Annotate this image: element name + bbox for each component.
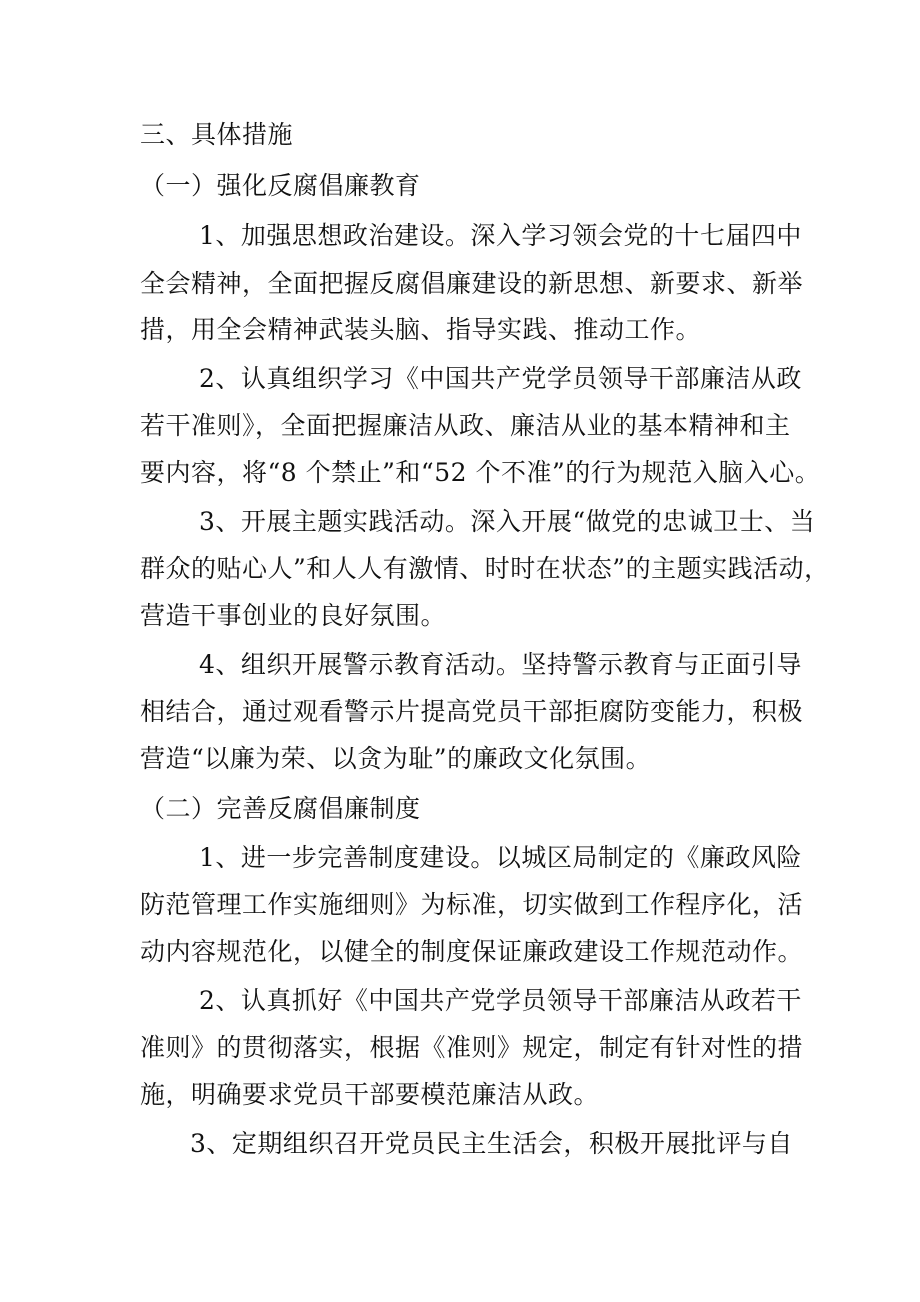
part1-item2-line1: 2、认真组织学习《中国共产党学员领导干部廉洁从政 bbox=[199, 364, 802, 393]
part2-item1-line2: 防范管理工作实施细则》为标准，切实做到工作程序化，活 bbox=[140, 890, 804, 919]
part2-heading: （二）完善反腐倡廉制度 bbox=[140, 794, 421, 823]
part2-item2-line1: 2、认真抓好《中国共产党学员领导干部廉洁从政若干 bbox=[199, 986, 802, 1015]
part1-item4-line3: 营造“以廉为荣、以贪为耻”的廉政文化氛围。 bbox=[140, 744, 652, 773]
part2-item1-line3: 动内容规范化，以健全的制度保证廉政建设工作规范动作。 bbox=[140, 937, 804, 966]
part1-item4-line2: 相结合，通过观看警示片提高党员干部拒腐防变能力，积极 bbox=[140, 697, 804, 726]
part1-item2-line2: 若干准则》，全面把握廉洁从政、廉洁从业的基本精神和主 bbox=[140, 411, 791, 440]
part1-item2-line3: 要内容，将“8 个禁止”和“52 个不准”的行为规范入脑入心。 bbox=[140, 458, 821, 487]
part2-item1-line1: 1、进一步完善制度建设。以城区局制定的《廉政风险 bbox=[199, 843, 802, 872]
part1-item3-line1: 3、开展主题实践活动。深入开展“做党的忠诚卫士、当 bbox=[199, 507, 816, 536]
part1-item4-line1: 4、组织开展警示教育活动。坚持警示教育与正面引导 bbox=[199, 650, 802, 679]
part1-heading: （一）强化反腐倡廉教育 bbox=[140, 171, 421, 200]
part2-item3-line1: 3、定期组织召开党员民主生活会，积极开展批评与自 bbox=[190, 1129, 793, 1158]
part1-item3-line2: 群众的贴心人”和人人有激情、时时在状态”的主题实践活动， bbox=[140, 554, 830, 583]
section-heading: 三、具体措施 bbox=[140, 120, 294, 149]
part2-item2-line3: 施，明确要求党员干部要模范廉洁从政。 bbox=[140, 1080, 600, 1109]
part1-item1-line2: 全会精神，全面把握反腐倡廉建设的新思想、新要求、新举 bbox=[140, 269, 804, 298]
part2-item2-line2: 准则》的贯彻落实，根据《准则》规定，制定有针对性的措 bbox=[140, 1033, 804, 1062]
part1-item3-line3: 营造干事创业的良好氛围。 bbox=[140, 601, 447, 630]
part1-item1-line3: 措，用全会精神武装头脑、指导实践、推动工作。 bbox=[140, 315, 702, 344]
part1-item1-line1: 1、加强思想政治建设。深入学习领会党的十七届四中 bbox=[199, 221, 802, 250]
